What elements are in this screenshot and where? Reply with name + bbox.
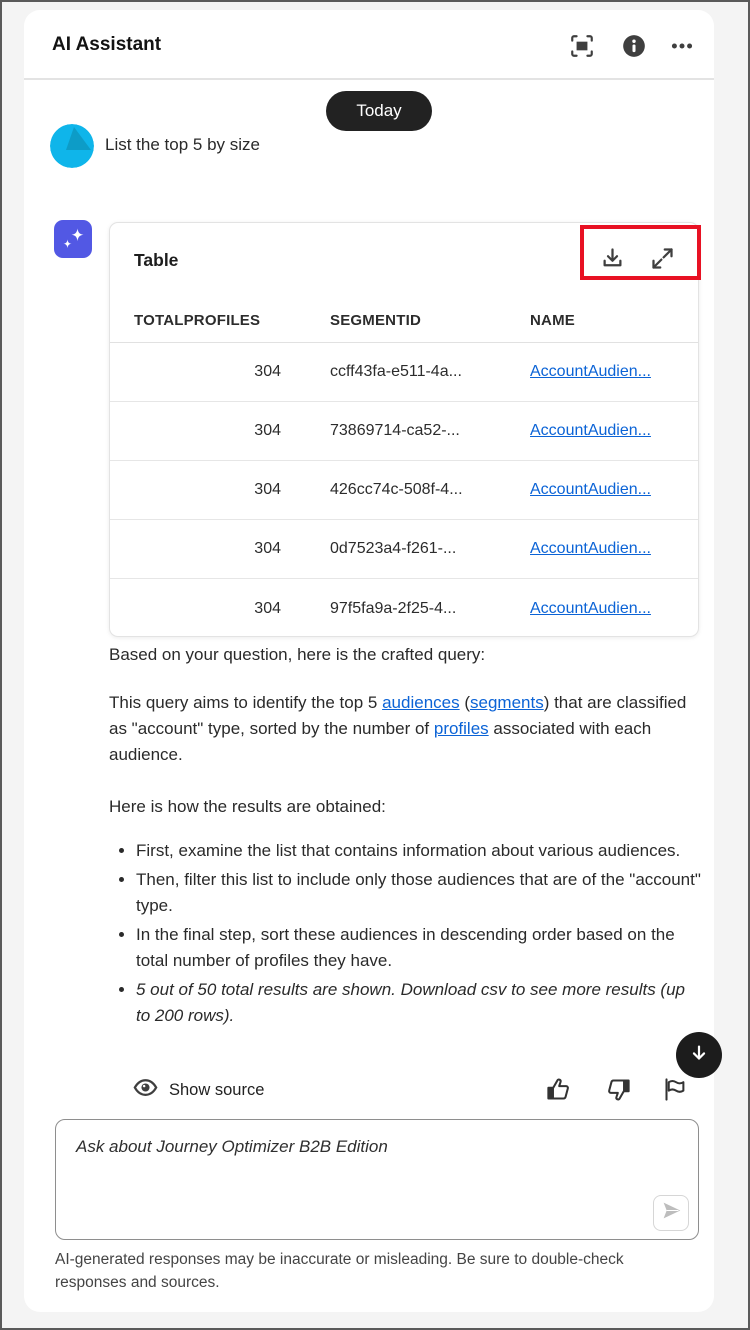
info-icon[interactable] — [620, 32, 648, 60]
cell-segmentid: 426cc74c-508f-4... — [330, 481, 463, 498]
table-row — [110, 402, 698, 461]
table-row — [110, 520, 698, 579]
audience-name-link[interactable]: AccountAudien... — [530, 422, 651, 439]
user-message: List the top 5 by size — [105, 135, 260, 154]
table-row — [110, 343, 698, 402]
panel-title: AI Assistant — [52, 34, 162, 55]
more-options-icon[interactable] — [668, 32, 696, 60]
audience-name-link[interactable]: AccountAudien... — [530, 363, 651, 380]
cell-segmentid: 0d7523a4-f261-... — [330, 540, 457, 557]
user-avatar — [50, 124, 94, 168]
audience-name-link[interactable]: AccountAudien... — [530, 599, 651, 617]
explanation-intro: Based on your question, here is the crafted query: — [109, 645, 486, 664]
step-item: • Then, filter this list to include only those audiences that are of the "account" type. — [136, 867, 703, 919]
table-row — [110, 579, 698, 638]
header-divider — [24, 78, 714, 80]
annotation-highlight-box — [580, 225, 701, 280]
table-header-row — [110, 298, 698, 343]
send-button[interactable] — [653, 1195, 689, 1231]
cell-totalprofiles: 304 — [254, 540, 281, 557]
query-text: This query aims to identify the top 5 — [109, 693, 383, 712]
steps-heading: Here is how the results are obtained: — [109, 797, 386, 816]
chat-input[interactable] — [56, 1120, 698, 1239]
cell-segmentid: 97f5fa9a-2f25-4... — [330, 599, 457, 617]
thumbs-down-icon[interactable] — [605, 1076, 632, 1103]
column-header-segmentid: SEGMENTID — [330, 311, 421, 329]
step-item: • First, examine the list that contains information about various audiences. — [136, 838, 703, 864]
cell-totalprofiles: 304 — [254, 481, 281, 498]
ai-disclaimer-text: AI-generated responses may be inaccurate or misleading. Be sure to double-check responses and sources. — [55, 1251, 624, 1291]
show-source-label: Show source — [169, 1080, 265, 1099]
segments-link[interactable]: segments — [470, 693, 544, 712]
ai-assistant-panel — [24, 10, 714, 1312]
steps-list — [109, 838, 703, 1032]
scroll-down-icon — [688, 1042, 710, 1069]
query-text: associated with each audience. — [109, 719, 652, 764]
flag-icon[interactable] — [662, 1076, 689, 1103]
scroll-down-button[interactable] — [676, 1032, 722, 1078]
explanation-query-paragraph — [109, 690, 701, 768]
chat-input-container — [55, 1119, 699, 1240]
eye-icon — [132, 1074, 159, 1106]
table-card-title: Table — [134, 250, 179, 270]
response-table-card — [109, 222, 699, 637]
cell-segmentid: ccff43fa-e511-4a... — [330, 363, 462, 380]
step-item: • In the final step, sort these audiences in descending order based on the total number of profiles they have. — [136, 922, 703, 974]
cell-totalprofiles: 304 — [254, 599, 281, 617]
profiles-link[interactable]: profiles — [433, 719, 489, 738]
show-source-button[interactable] — [132, 1074, 264, 1106]
date-divider-pill: Today — [326, 91, 432, 131]
fullscreen-icon[interactable] — [568, 32, 596, 60]
audience-name-link[interactable]: AccountAudien... — [530, 540, 651, 557]
audience-name-link[interactable]: AccountAudien... — [530, 481, 651, 498]
ai-assistant-avatar — [54, 220, 92, 258]
query-text: ) that are classified as "account" type, sorted by the number of — [109, 693, 687, 738]
cell-totalprofiles: 304 — [254, 363, 281, 380]
column-header-totalprofiles: TOTALPROFILES — [134, 311, 261, 329]
query-text: ( — [459, 693, 470, 712]
cell-totalprofiles: 304 — [254, 422, 281, 439]
column-header-name: NAME — [530, 311, 575, 329]
cell-segmentid: 73869714-ca52-... — [330, 422, 460, 439]
table-row — [110, 461, 698, 520]
audiences-link[interactable]: audiences — [382, 693, 460, 712]
step-item-note: • 5 out of 50 total results are shown. Download csv to see more results (up to 200 rows). — [136, 977, 703, 1029]
thumbs-up-icon[interactable] — [545, 1076, 572, 1103]
send-icon — [661, 1200, 682, 1226]
